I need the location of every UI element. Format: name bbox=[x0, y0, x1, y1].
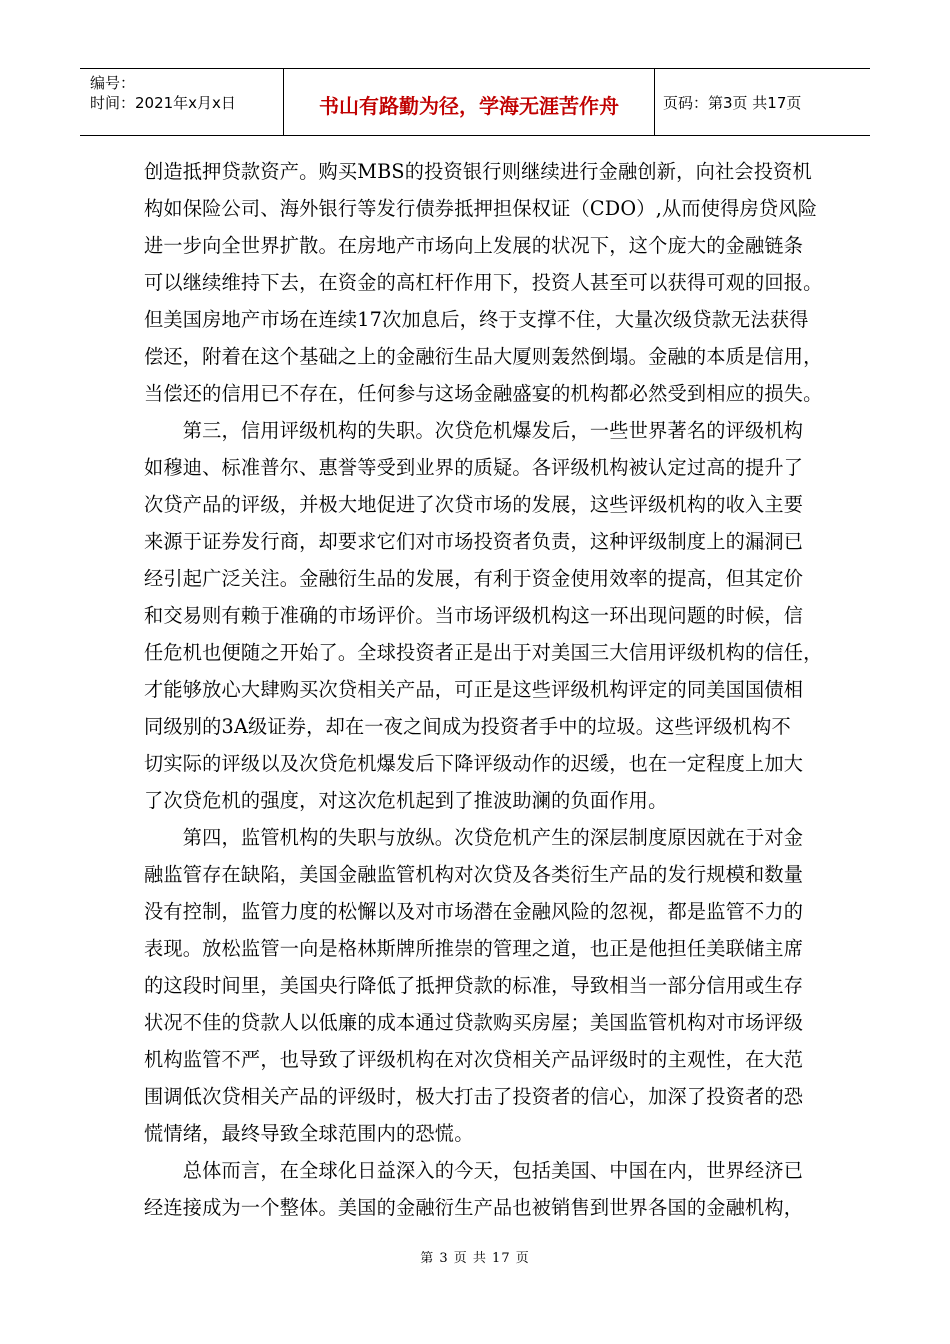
page-header bbox=[80, 68, 870, 136]
body-text-line: 如穆迪、标准普尔、惠誉等受到业界的质疑。各评级机构被认定过高的提升了 bbox=[144, 456, 804, 479]
body-text-line: 偿还，附着在这个基础之上的金融衍生品大厦则轰然倒塌。金融的本质是信用， bbox=[144, 345, 823, 368]
body-text-line: 的这段时间里，美国央行降低了抵押贷款的标准，导致相当一部分信用或生存 bbox=[144, 974, 804, 997]
body-text-line: 才能够放心大肆购买次贷相关产品，可正是这些评级机构评定的同美国国债相 bbox=[144, 678, 804, 701]
body-text-line: 围调低次贷相关产品的评级时，极大打击了投资者的信心，加深了投资者的恐 bbox=[144, 1085, 804, 1108]
body-text-line: 了次贷危机的强度，对这次危机起到了推波助澜的负面作用。 bbox=[144, 789, 668, 812]
body-text-line: 表现。放松监管一向是格林斯牌所推崇的管理之道，也正是他担任美联储主席 bbox=[144, 937, 804, 960]
header-page-number: 页码：第3页 共17页 bbox=[663, 93, 802, 112]
document-date-label: 时间：2021年x月x日 bbox=[90, 94, 236, 112]
body-text-line: 来源于证券发行商，却要求它们对市场投资者负责，这种评级制度上的漏洞已 bbox=[144, 530, 804, 553]
body-text-line: 和交易则有赖于准确的市场评价。当市场评级机构这一环出现问题的时候，信 bbox=[144, 604, 804, 627]
page-footer: 第 3 页 共 17 页 bbox=[420, 1251, 530, 1266]
body-text-line: 构如保险公司、海外银行等发行债券抵押担保权证（CDO）,从而使得房贷风险 bbox=[144, 197, 818, 220]
body-text-line: 任危机也便随之开始了。全球投资者正是出于对美国三大信用评级机构的信任， bbox=[144, 641, 823, 664]
body-text-line: 创造抵押贷款资产。购买MBS的投资银行则继续进行金融创新，向社会投资机 bbox=[144, 160, 812, 183]
body-text-line: 但美国房地产市场在连续17次加息后，终于支撑不住，大量次级贷款无法获得 bbox=[144, 308, 809, 331]
body-text-line: 经连接成为一个整体。美国的金融衍生产品也被销售到世界各国的金融机构， bbox=[144, 1196, 804, 1219]
body-text-line: 第三，信用评级机构的失职。次贷危机爆发后，一些世界著名的评级机构 bbox=[144, 419, 804, 442]
body-text-line: 进一步向全世界扩散。在房地产市场向上发展的状况下，这个庞大的金融链条 bbox=[144, 234, 804, 257]
header-meta bbox=[80, 69, 283, 135]
body-text-line: 切实际的评级以及次贷危机爆发后下降评级动作的迟缓，也在一定程度上加大 bbox=[144, 752, 804, 775]
body-text-line: 没有控制，监管力度的松懈以及对市场潜在金融风险的忽视，都是监管不力的 bbox=[144, 900, 804, 923]
document-body bbox=[144, 153, 823, 1226]
body-text-line: 融监管存在缺陷，美国金融监管机构对次贷及各类衍生产品的发行规模和数量 bbox=[144, 863, 804, 886]
body-text-line: 可以继续维持下去，在资金的高杠杆作用下，投资人甚至可以获得可观的回报。 bbox=[144, 271, 823, 294]
header-motto: 书山有路勤为径，学海无涯苦作舟 bbox=[283, 69, 655, 135]
body-text-line: 当偿还的信用已不存在，任何参与这场金融盛宴的机构都必然受到相应的损失。 bbox=[144, 382, 823, 405]
body-text-line: 总体而言，在全球化日益深入的今天，包括美国、中国在内，世界经济已 bbox=[144, 1159, 804, 1182]
body-text-line: 同级别的3A级证券，却在一夜之间成为投资者手中的垃圾。这些评级机构不 bbox=[144, 715, 791, 738]
document-number-label: 编号： bbox=[90, 74, 136, 92]
body-text-line: 经引起广泛关注。金融衍生品的发展，有利于资金使用效率的提高，但其定价 bbox=[144, 567, 804, 590]
body-text-line: 第四，监管机构的失职与放纵。次贷危机产生的深层制度原因就在于对金 bbox=[144, 826, 804, 849]
body-text-line: 机构监管不严，也导致了评级机构在对次贷相关产品评级时的主观性，在大范 bbox=[144, 1048, 804, 1071]
body-text-line: 慌情绪，最终导致全球范围内的恐慌。 bbox=[144, 1122, 474, 1145]
body-text-line: 状况不佳的贷款人以低廉的成本通过贷款购买房屋；美国监管机构对市场评级 bbox=[144, 1011, 804, 1034]
body-text-line: 次贷产品的评级，并极大地促进了次贷市场的发展，这些评级机构的收入主要 bbox=[144, 493, 804, 516]
